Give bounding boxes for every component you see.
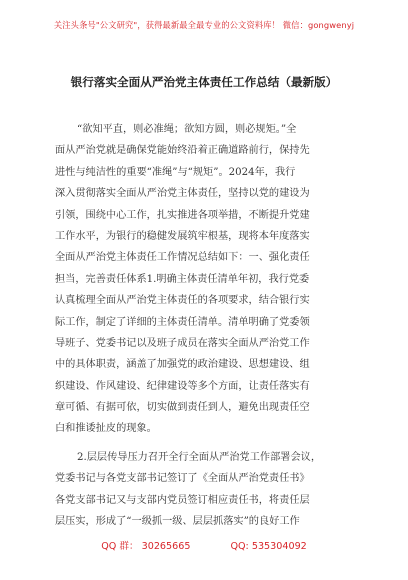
text-line: 面从严治党就是确保党能始终沿着正确道路前行，保持先 — [55, 145, 310, 157]
text-line: 层压实，形成了“一级抓一级、层层抓落实”的良好工作 — [55, 516, 300, 528]
text-line: “欲知平直，则必准绳；欲知方圆，则必规矩。”全 — [77, 124, 297, 135]
text-line: 各党支部书记又与支部内党员签订相应责任书，将责任层 — [55, 494, 310, 506]
paragraph-2 — [55, 447, 355, 533]
text-line: 章可循、有据可依，切实做到责任到人，避免出现责任空 — [55, 402, 310, 414]
footer-qq-group: QQ 群： 30265665 — [101, 541, 191, 552]
text-line: 认真梳理全面从严治党主体责任的各项要求，结合银行实 — [55, 295, 310, 307]
text-line: 深入贯彻落实全面从严治党主体责任，坚持以党的建设为 — [55, 188, 310, 200]
footer-contact — [0, 538, 408, 552]
text-line: 白和推诿扯皮的现象。 — [55, 423, 157, 435]
document-title: 银行落实全面从严治党主体责任工作总结（最新版） — [70, 75, 338, 89]
text-line: 织建设、作风建设、纪律建设等多个方面，让责任落实有 — [55, 380, 310, 392]
header-notice: 关注头条号"公文研究"，获得最新最全最专业的公文资料库！ 微信：gongwenyj — [53, 20, 355, 30]
text-line: 进性与纯洁性的重要“准绳”与“规矩”。2024年，我行 — [55, 166, 296, 178]
text-line: 中的具体职责，涵盖了加强党的政治建设、思想建设、组 — [55, 359, 310, 371]
text-line: 全面从严治党主体责任工作情况总结如下：一、强化责任 — [55, 252, 310, 264]
paragraph-1 — [55, 119, 355, 440]
text-line: 2.层层传导压力召开全行全面从严治党工作部署会议， — [77, 451, 322, 463]
text-line: 际工作，制定了详细的主体责任清单。清单明确了党委领 — [55, 316, 310, 328]
text-line: 工作水平，为银行的稳健发展筑牢根基，现将本年度落实 — [55, 230, 310, 242]
footer-qq: QQ: 535304092 — [230, 541, 307, 552]
document-body — [55, 119, 355, 532]
text-line: 党委书记与各党支部书记签订了《全面从严治党责任书》 — [55, 473, 310, 485]
text-line: 引领，围绕中心工作，扎实推进各项举措，不断提升党建 — [55, 209, 310, 221]
text-line: 导班子、党委书记以及班子成员在落实全面从严治党工作 — [55, 337, 310, 349]
text-line: 担当，完善责任体系1.明确主体责任清单年初，我行党委 — [55, 273, 310, 285]
